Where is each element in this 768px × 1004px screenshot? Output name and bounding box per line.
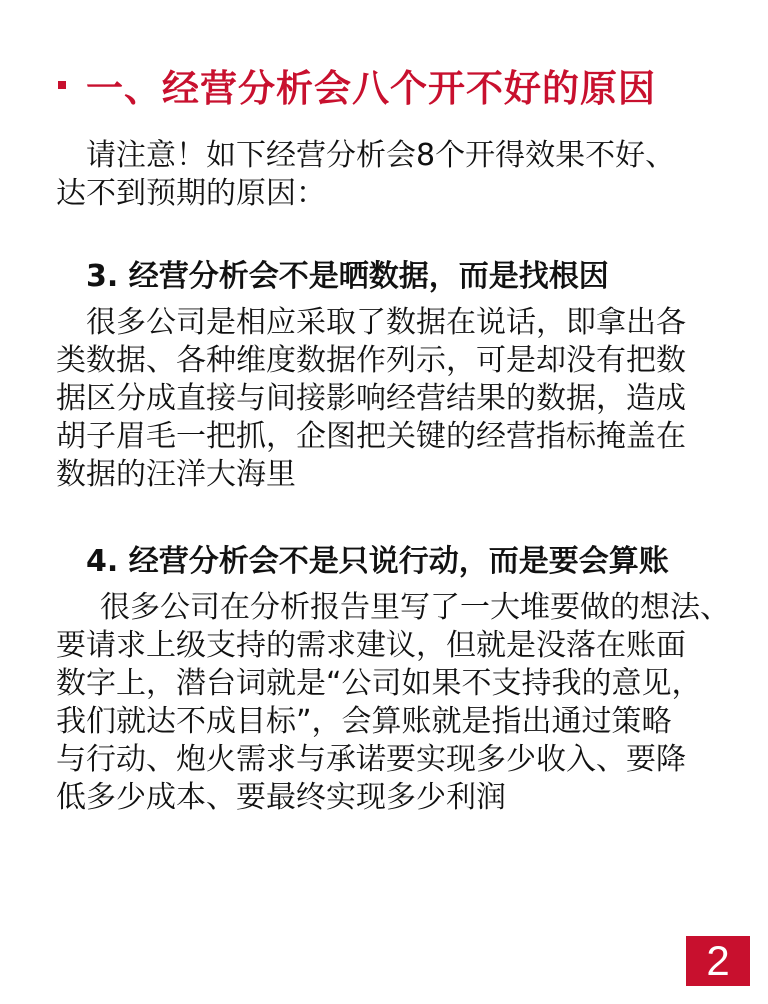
point-4-line-6: 低多少成本、要最终实现多少利润 xyxy=(56,780,506,815)
point-4-line-2: 要请求上级支持的需求建议，但就是没落在账面 xyxy=(56,628,686,663)
section-title: 一、经营分析会八个开不好的原因 xyxy=(86,67,656,110)
point-3-line-3: 据区分成直接与间接影响经营结果的数据，造成 xyxy=(56,381,686,416)
section-heading xyxy=(58,58,656,112)
point-3-title: 3. 经营分析会不是晒数据，而是找根因 xyxy=(86,259,609,294)
intro-line-1: 请注意！如下经营分析会8个开得效果不好、 xyxy=(86,138,676,173)
point-4-line-5: 与行动、炮火需求与承诺要实现多少收入、要降 xyxy=(56,742,686,777)
page-number-badge: 2 xyxy=(686,936,750,986)
point-4-title: 4. 经营分析会不是只说行动，而是要会算账 xyxy=(86,544,669,579)
point-3-line-2: 类数据、各种维度数据作列示，可是却没有把数 xyxy=(56,343,686,378)
intro-line-2: 达不到预期的原因： xyxy=(56,176,326,211)
point-3-line-5: 数据的汪洋大海里 xyxy=(56,457,296,492)
point-4-line-1: 很多公司在分析报告里写了一大堆要做的想法、 xyxy=(100,590,730,625)
point-3-line-4: 胡子眉毛一把抓，企图把关键的经营指标掩盖在 xyxy=(56,419,686,454)
point-4-line-3: 数字上，潜台词就是“公司如果不支持我的意见， xyxy=(56,666,702,701)
point-4-line-4: 我们就达不成目标”，会算账就是指出通过策略 xyxy=(56,704,672,739)
point-3-line-1: 很多公司是相应采取了数据在说话，即拿出各 xyxy=(86,305,686,340)
bullet-square-icon xyxy=(58,81,66,89)
